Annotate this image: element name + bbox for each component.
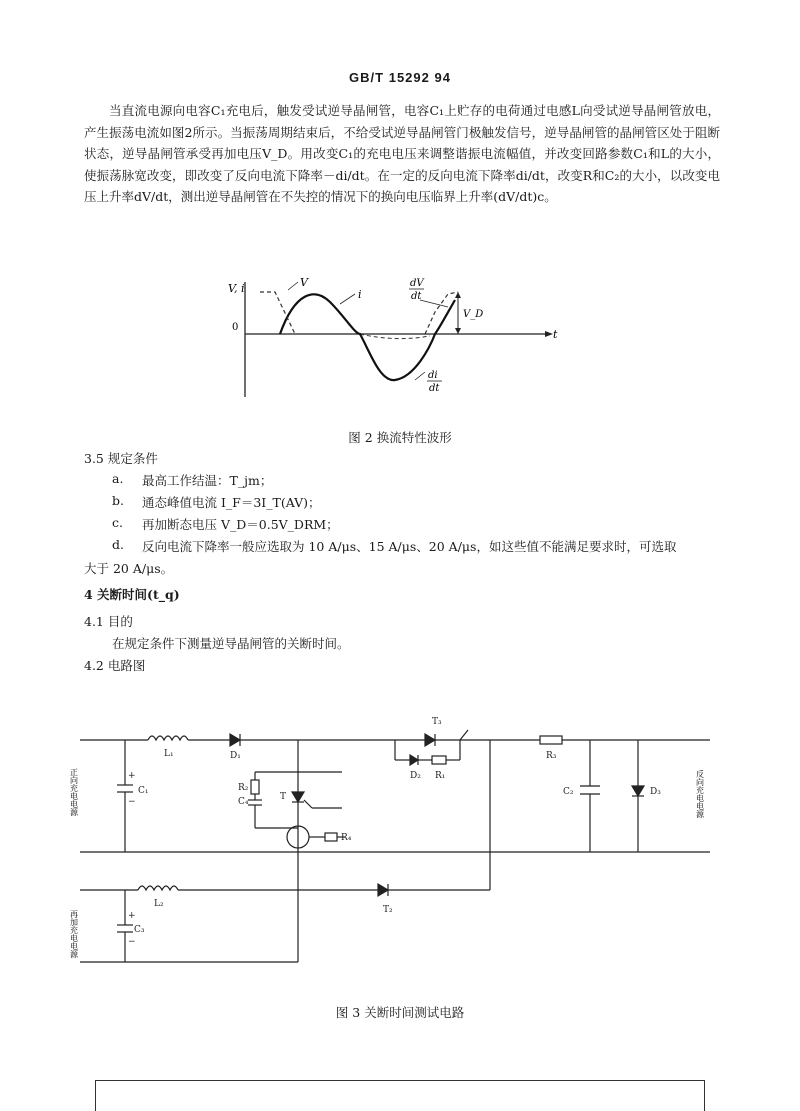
- label-right-source: 反向充电电源: [695, 770, 705, 818]
- figure-2-waveform: [220, 272, 560, 412]
- label-T2: T₂: [383, 905, 393, 915]
- label-C4: C₄: [238, 797, 249, 807]
- fig2-origin-label: 0: [232, 322, 239, 333]
- condition-d-text: 反向电流下降率一般应选取为 10 A/μs、15 A/μs、20 A/μs，如这些值不能满足要求时，可选取: [142, 539, 677, 554]
- condition-b-text: 通态峰值电流 I_F＝3I_T(AV)；: [142, 495, 321, 510]
- label-L2: L₂: [154, 899, 164, 909]
- label-D1: D₁: [230, 751, 241, 761]
- section-4-1-heading: 4.1 目的: [84, 614, 133, 629]
- figure-2-caption: 图 2 换流特性波形: [348, 430, 452, 445]
- label-c1-minus: −: [128, 797, 136, 807]
- label-c3-plus: +: [128, 911, 136, 921]
- fig2-vd-label: V_D: [463, 309, 484, 320]
- section-4-2-heading: 4.2 电路图: [84, 658, 146, 673]
- condition-d-continuation: 大于 20 A/μs。: [84, 561, 174, 576]
- label-c3-minus: −: [128, 937, 136, 947]
- figure-3-caption: 图 3 关断时间测试电路: [335, 1005, 465, 1020]
- condition-d-key: d.: [112, 537, 124, 552]
- bottom-frame: [95, 1080, 705, 1111]
- section-3-5-heading: 3.5 规定条件: [84, 451, 158, 466]
- condition-c-key: c.: [112, 515, 123, 530]
- label-C1: C₁: [138, 786, 149, 796]
- condition-c-text: 再加断态电压 V_D＝0.5V_DRM；: [142, 517, 339, 532]
- label-T: T: [280, 792, 287, 802]
- intro-paragraph: 当直流电源向电容C₁充电后，触发受试逆导晶闸管，电容C₁上贮存的电荷通过电感L向受试逆导晶闸管放电，产生振荡电流如图2所示。当振荡周期结束后，不给受试逆导晶闸管门极触发信号，逆导晶闸管的晶闸管区处于阻断状态，逆导晶闸管承受再加电压V_D。用改变C₁的充电电压来调整谐振电流幅值，并改变回路参数C₁和L的大小，使振荡脉宽改变，即改变了反向电流下降率－di/dt。在一定的反向电流下降率di/dt，改变R和C₂的大小，以改变电压上升率dV/dt，测出逆导晶闸管在不失控的情况下的换向电压临界上升率(dV/dt)c。: [84, 103, 720, 204]
- fig2-yaxis-label: V, i: [228, 282, 245, 295]
- label-R1: R₁: [435, 771, 446, 781]
- fig2-i-label: i: [358, 288, 362, 301]
- label-D2: D₂: [410, 771, 421, 781]
- section-4-heading: 4 关断时间(t_q): [84, 587, 180, 602]
- condition-a-text: 最高工作结温：T_jm；: [142, 473, 273, 488]
- page-header: GB/T 15292 94: [349, 70, 451, 85]
- figure-3-circuit: [60, 700, 720, 990]
- condition-b-key: b.: [112, 493, 124, 508]
- label-R4: R₄: [341, 833, 352, 843]
- fig2-di-num: di: [428, 370, 438, 381]
- label-C2: C₂: [563, 787, 574, 797]
- label-R2: R₂: [238, 783, 249, 793]
- fig2-dv-num: dV: [410, 278, 424, 289]
- label-c1-plus: +: [128, 771, 136, 781]
- fig2-dv-den: dt: [411, 291, 422, 302]
- label-L1: L₁: [164, 749, 174, 759]
- fig2-v-label: V: [300, 276, 308, 289]
- fig2-xaxis-label: t: [553, 328, 558, 341]
- label-C3: C₃: [134, 925, 145, 935]
- section-4-1-text: 在规定条件下测量逆导晶闸管的关断时间。: [112, 636, 350, 651]
- condition-a-key: a.: [112, 471, 124, 486]
- label-left-top-source: 正向充电电源: [69, 768, 79, 816]
- label-D3: D₃: [650, 787, 661, 797]
- label-R3: R₃: [546, 751, 557, 761]
- label-left-bottom-source: 再加充电电源: [69, 910, 79, 958]
- fig2-di-den: dt: [429, 383, 440, 394]
- label-T3: T₃: [432, 717, 442, 727]
